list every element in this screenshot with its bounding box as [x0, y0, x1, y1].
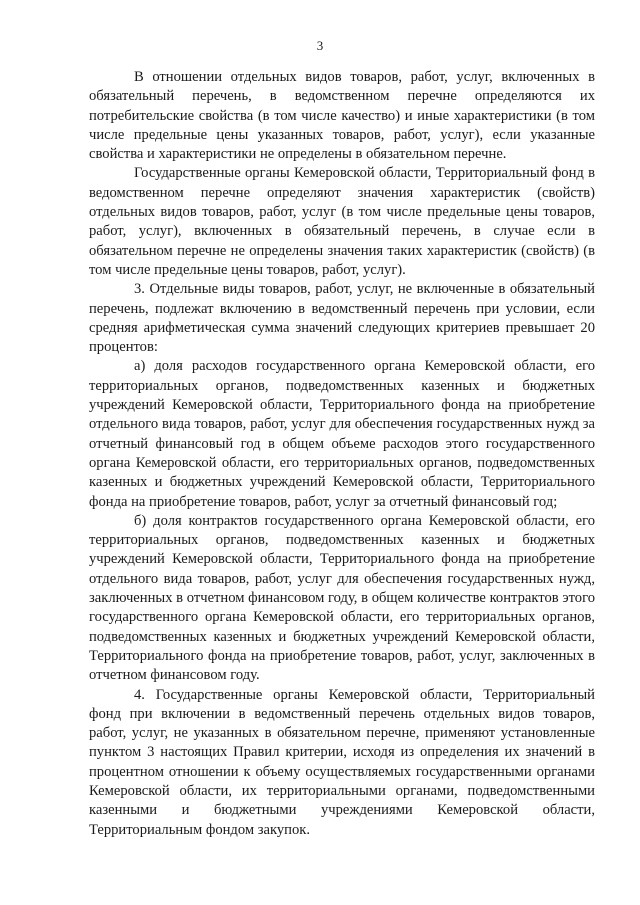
- paragraph-item-3-criteria: 3. Отдельные виды товаров, работ, услуг, не включенные в обязательный перечень, подлежат включению в ведомственный перечень при условии, если средняя арифметическая сумма значений следующих критериев превышает 20 процентов:: [89, 281, 595, 356]
- paragraph-properties-in-mandatory-list: В отношении отдельных видов товаров, работ, услуг, включенных в обязательный перечень, в ведомственном перечне определяются их потребительские свойства (в том числе качество) и иные характеристики (в том числе предельные цены указанных товаров, работ, услуг), если указанные свойства и характеристики не определены в обязательном перечне.: [89, 69, 595, 163]
- page-number: 3: [316, 38, 324, 53]
- paragraph-criterion-a: а) доля расходов государственного органа Кемеровской области, его территориальных органов, подведомственных казенных и бюджетных учреждений Кемеровской области, Территориального фонда на приобретение отдельного вида товаров, работ, услуг для обеспечения государственных нужд за отчетный финансовый год в общем объеме расходов этого государственного органа Кемеровской области, его территориальных органов, подведомственных казенных и бюджетных учреждений Кемеровской области, Территориального фонда на приобретение товаров, работ, услуг за отчетный финансовый год;: [89, 358, 595, 510]
- document-body: [89, 68, 595, 840]
- paragraph-item-4: 4. Государственные органы Кемеровской области, Территориальный фонд при включении в ведомственный перечень отдельных видов товаров, работ, услуг, не указанных в обязательном перечне, применяют установленные пунктом 3 настоящих Правил критерии, исходя из определения их значений в процентном отношении к объему осуществляемых государственными органами Кемеровской области, их территориальными органами, подведомственными казенными и бюджетными учреждениями Кемеровской области, Территориальным фондом закупок.: [89, 686, 595, 838]
- paragraph-characteristic-values: Государственные органы Кемеровской области, Территориальный фонд в ведомственном перечне определяют значения характеристик (свойств) отдельных видов товаров, работ, услуг (в том числе предельные цены товаров, работ, услуг), включенных в обязательный перечень, в случае если в обязательном перечне не определены значения таких характеристик (свойств) (в том числе предельные цены товаров, работ, услуг).: [89, 165, 595, 278]
- paragraph-criterion-b: б) доля контрактов государственного органа Кемеровской области, его территориальных органов, подведомственных казенных и бюджетных учреждений Кемеровской области, Территориального фонда на приобретение отдельного вида товаров, работ, услуг для обеспечения государственных нужд, заключенных в отчетном финансовом году, в общем количестве контрактов этого государственного органа Кемеровской области, его территориальных органов, подведомственных казенных и бюджетных учреждений Кемеровской области, Территориального фонда на приобретение товаров, работ, услуг, заключенных в отчетном финансовом году.: [89, 512, 595, 684]
